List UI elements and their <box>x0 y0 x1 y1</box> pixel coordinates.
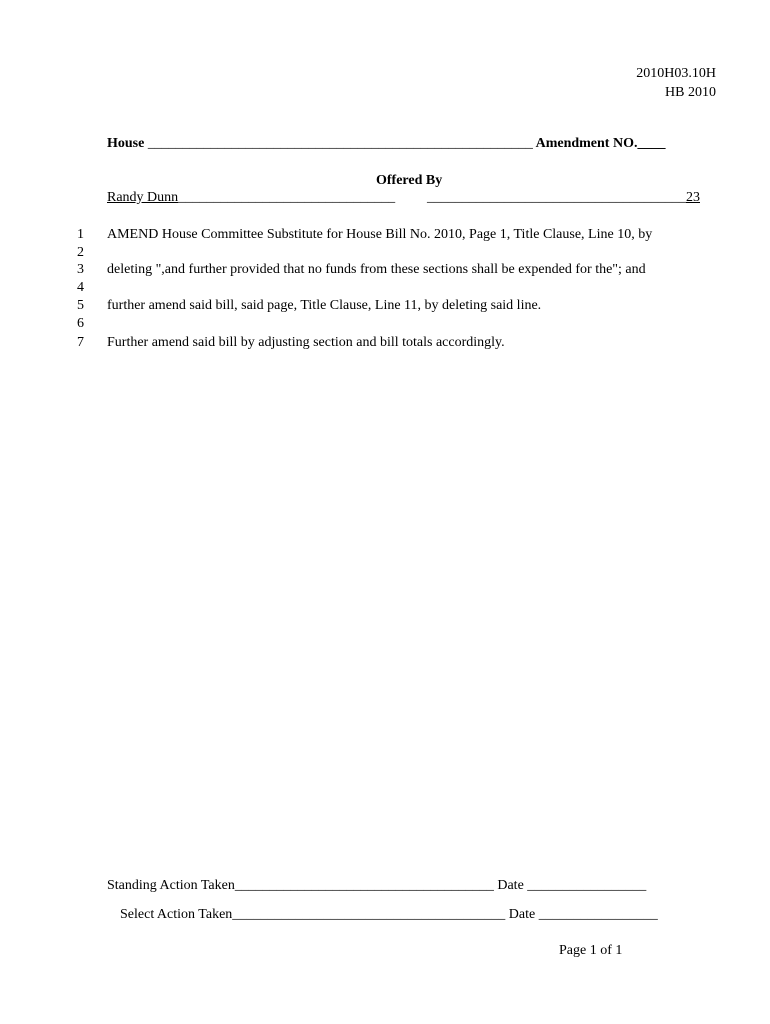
select-action-label: Select Action Taken <box>120 907 233 922</box>
line-number: 3 <box>77 262 84 277</box>
house-label: House <box>107 136 145 151</box>
offered-by-label: Offered By <box>376 173 443 188</box>
body-text-line: AMEND House Committee Substitute for House Bill No. 2010, Page 1, Title Clause, Line 10, by <box>107 227 653 242</box>
line-number: 5 <box>77 298 84 313</box>
sponsor-blank: _______________________________ <box>178 190 396 205</box>
district-number: 23 <box>686 190 700 205</box>
line-number: 2 <box>77 245 84 260</box>
line-number: 1 <box>77 227 84 242</box>
select-action-line <box>120 907 658 923</box>
body-text-line: Further amend said bill by adjusting section and bill totals accordingly. <box>107 335 505 350</box>
standing-action-line <box>107 878 646 894</box>
house-line <box>107 136 665 152</box>
standing-date-label: Date <box>497 878 524 893</box>
district-blank: _____________________________________ <box>427 190 686 205</box>
line-number: 6 <box>77 316 84 331</box>
line-number: 7 <box>77 335 84 350</box>
standing-action-label: Standing Action Taken <box>107 878 235 893</box>
line-number: 4 <box>77 280 84 295</box>
bill-number: HB 2010 <box>665 85 716 100</box>
body-text-line: further amend said bill, said page, Title Clause, Line 11, by deleting said line. <box>107 298 542 313</box>
page-number: Page 1 of 1 <box>559 943 623 958</box>
sponsor-name: Randy Dunn <box>107 190 179 205</box>
standing-action-field: _____________________________________ <box>234 878 494 893</box>
doc-header <box>636 64 716 102</box>
standing-date-field: _________________ <box>527 878 647 893</box>
house-blank: _______________________________________________________ <box>147 136 533 151</box>
select-date-label: Date <box>508 907 536 922</box>
amendment-number: Amendment NO.____ <box>535 136 666 151</box>
body-text-line: deleting ",and further provided that no funds from these sections shall be expended for the"; and <box>107 262 646 277</box>
district-line <box>427 190 700 206</box>
select-date-field: _________________ <box>538 907 658 922</box>
doc-id: 2010H03.10H <box>636 66 716 81</box>
sponsor-line <box>107 190 395 206</box>
select-action-field: _______________________________________ <box>232 907 506 922</box>
